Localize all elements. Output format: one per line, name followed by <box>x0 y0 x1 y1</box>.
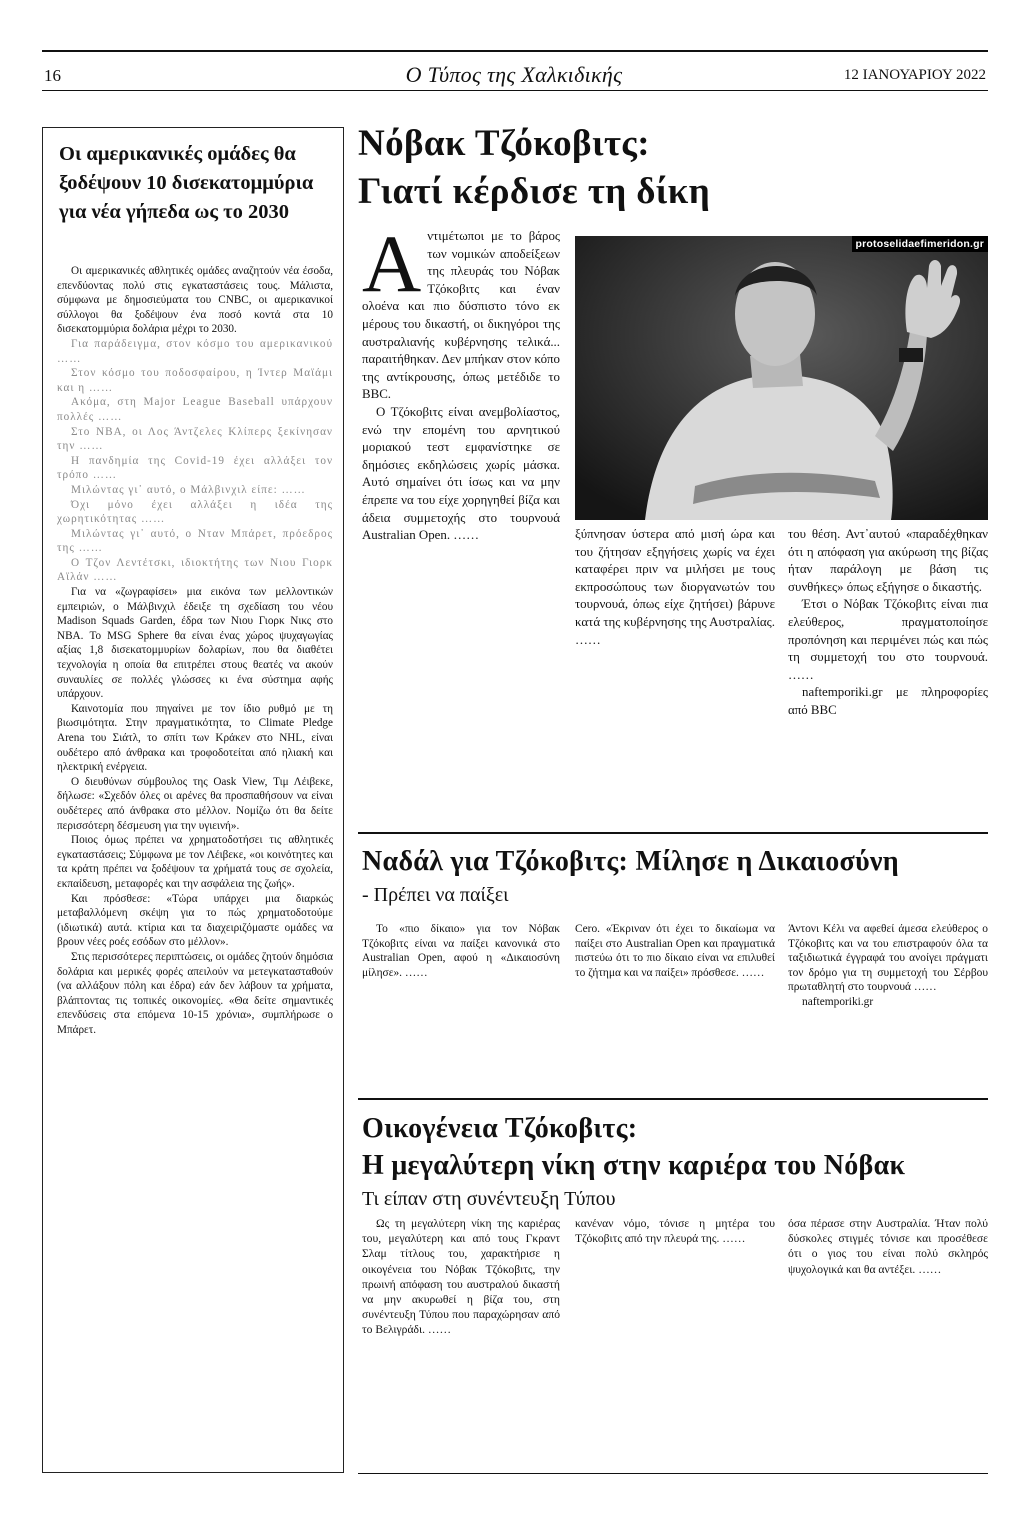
sidebar-paragraph: Η πανδημία της Covid-19 έχει αλλάξει τον τρόπο …… <box>57 454 333 482</box>
sidebar-paragraph: Για να «ζωγραφίσει» μια εικόνα των μελλοντικών εμπειριών, ο Μάλβινχιλ έδειξε τη σχεδίαση του νέου Madison Squads Garden, έδρα των Νιου Γιορκ Νικς στο NBA. Το MSG Sphere θα είναι ένας χώρος ψυχαγωγίας αξίας 1,8 δισεκατομμυρίων δολαρίων, που θα διαθέτει τεχνολογία η οποία θα επιτρέπει στους θεατές να ακούν συναυλίες σε πολλές γλώσσες κι ένα σύστημα αφής υπάρχουν. <box>57 586 333 701</box>
article2-paragraph: Cero. «Έκριναν ότι έχει το δικαίωμα να παίξει στο Australian Open και πραγματικά πιστεύω ότι το πιο δίκαιο είναι να επιλυθεί το ζήτημα και να παίξει» πρόσθεσε. …… <box>575 923 775 979</box>
article3-paragraph: όσα πέρασε στην Αυστραλία. Ήταν πολύ δύσκολες στιγμές τόνισε και προσέθεσε ότι ο γιος του είναι πολύ σκληρός ψυχολογικά και θα αντέξει. …… <box>788 1217 988 1276</box>
article2-col3 <box>788 922 988 1010</box>
article3-subhead: Τι είπαν στη συνέντευξη Τύπου <box>362 1188 616 1210</box>
article-divider <box>358 1098 988 1100</box>
sidebar-paragraph: Όχι μόνο έχει αλλάξει η ιδέα της χωρητικότητας …… <box>57 498 333 526</box>
article2-headline: Ναδάλ για Τζόκοβιτς: Μίλησε η Δικαιοσύνη <box>362 846 899 877</box>
issue-date: 12 ΙΑΝΟΥΑΡΙΟΥ 2022 <box>843 67 986 83</box>
article2-col1 <box>362 922 560 980</box>
article-divider <box>358 832 988 834</box>
article1-paragraph: Έτσι ο Νόβακ Τζόκοβιτς είναι πια ελεύθερος, πραγματοποίησε προπόνηση και περιμένει πώς και πώς τη συμμετοχή του στο τουρνουά. …… <box>788 597 988 682</box>
sidebar-paragraph: Στον κόσμο του ποδοσφαίρου, η Ίντερ Μαϊάμι και η …… <box>57 367 333 394</box>
sidebar-paragraph: Ποιος όμως πρέπει να χρηματοδοτήσει τις αθλητικές εγκαταστάσεις; Σύμφωνα με τον Λέιβεκε, «οι κοινότητες και τα κράτη πρέπει να ξοδέψουν τα χρήματά τους σε σχολεία, εκπαίδευση, μεταφορές και την ασφάλεια της ζωής». <box>57 834 333 890</box>
sidebar-paragraph: Ακόμα, στη Major League Baseball υπάρχουν πολλές …… <box>57 396 333 423</box>
article1-paragraph: ξύπνησαν ύστερα από μισή ώρα και του ζήτησαν εξηγήσεις χωρίς να έχει καταφέρει πριν να μιλήσει με τους εκπροσώπους των διοργανωτών του τουρνουά, όπως είχε ζητήσει) βάρυνε κατά της κυβέρνησης της Αυστραλίας. …… <box>575 527 775 647</box>
sidebar-paragraph: Καινοτομία που πηγαίνει με τον ίδιο ρυθμό με τη βιωσιμότητα. Στην πραγματικότητα, το Climate Pledge Arena του Σιάτλ, το σπίτι των Κράκεν στο NHL, είναι ουδέτερο από άνθρακα και τροφοδοτείται από ηλιακή και ηλεκτρική ενέργεια. <box>57 702 333 774</box>
article3-col1 <box>362 1216 560 1338</box>
footer-rule <box>358 1473 988 1474</box>
article3-paragraph: κανέναν νόμο, τόνισε η μητέρα του Τζόκοβιτς από την πλευρά της. …… <box>575 1217 775 1246</box>
article2-credit: naftemporiki.gr <box>802 995 874 1008</box>
sidebar-paragraph: Για παράδειγμα, στον κόσμο του αμερικανικού …… <box>57 337 333 365</box>
article2-col2 <box>575 922 775 980</box>
sidebar-headline: Οι αμερικανικές ομάδες θα ξοδέψουν 10 δισεκατομμύρια για νέα γήπεδα ως το 2030 <box>59 143 314 223</box>
sidebar-paragraph: Στο NBA, οι Λος Άντζελες Κλίπερς ξεκίνησαν την …… <box>57 425 333 453</box>
header-top-rule <box>42 50 988 52</box>
sidebar-paragraph: Στις περισσότερες περιπτώσεις, οι ομάδες ζητούν δημόσια δολάρια και μερικές φορές απειλούν να μετεγκατασταθούν (να αλλάξουν πόλη και έδρα) εάν δεν λάβουν τα χρήματα, βλάπτοντας τις τοπικές οικονομίες. «Θα δείτε σημαντικές επενδύσεις στα επόμενα 10-15 χρόνια», συμπλήρωσε ο Μπάρετ. <box>57 950 333 1036</box>
article1-lead <box>362 218 560 404</box>
article3-headline-line1: Οικογένεια Τζόκοβιτς: <box>362 1113 638 1144</box>
article3-headline <box>362 1110 905 1184</box>
photo-watermark: protoselidaefimeridon.gr <box>852 236 988 252</box>
article1-headline-line1: Νόβακ Τζόκοβιτς: <box>358 123 651 164</box>
article3-col2 <box>575 1216 775 1246</box>
sidebar-paragraph: Και πρόσθεσε: «Τώρα υπάρχει μια διαρκώς μεταβαλλόμενη σκέψη για το πώς χρηματοδοτούμε (ιδιωτικά) αυτά. κτίρια και τα διαχειριζόμαστε ομάδες να βρουν νέες ροές εσόδων στο μέλλον». <box>57 892 333 949</box>
article2-subhead: - Πρέπει να παίξει <box>362 884 509 906</box>
article1-lead-text: ντιμέτωποι με το βάρος των νομικών αποδείξεων της πλευράς του Νόβακ Τζόκοβιτς και έναν ολοένα και πιο δύσπιστο τόνο εκ μέρους του δικαστή, οι δικηγόροι της αυστραλιανής κυβέρνησης τελικά... παραιτήθηκαν. Δεν μπήκαν στον κόπο της αντίκρουσης, όπως μετέδιδε το BBC. <box>362 229 560 402</box>
article3-paragraph: Ως τη μεγαλύτερη νίκη της καριέρας του, μεγαλύτερη και από τους Γκραντ Σλαμ τίτλους του, χαρακτήρισε η οικογένεια του Νόβακ Τζόκοβιτς, την πρωινή απόφαση του αυστραλού δικαστή να μην ακυρωθεί η βίζα του, στη συνέντευξη Τύπου που παραχώρησαν από το Βελιγράδι. …… <box>362 1217 560 1337</box>
sidebar-paragraph: Ο διευθύνων σύμβουλος της Oask View, Τιμ Λέιβεκε, δήλωσε: «Σχεδόν όλες οι αρένες θα προσπαθήσουν να είναι ουδέτερες από άνθρακα στο μέλλον. Νομίζω ότι θα δείτε περισσότερη δέσμευση για την υγιεινή». <box>57 775 333 832</box>
sidebar-body <box>57 264 333 1037</box>
article1-headline <box>358 120 710 216</box>
page-number: 16 <box>44 66 61 85</box>
article1-col1 <box>362 218 560 545</box>
article3-headline-line2: Η μεγαλύτερη νίκη στην καριέρα του Νόβακ <box>362 1150 906 1181</box>
article1-paragraph: Ο Τζόκοβιτς είναι ανεμβολίαστος, ενώ την επομένη του αρνητικού μοριακού τεστ εμφανίστηκε σε δημόσιες εκδηλώσεις χωρίς μάσκα. Αυτό σημαίνει ότι ίσως και να μην έπρεπε να του είχε χορηγηθεί βίζα και άδεια συμμετοχής στο τουρνουά Australian Open. …… <box>362 404 560 543</box>
article1-col3 <box>788 526 988 720</box>
sidebar-box <box>42 127 344 1473</box>
article1-credit: naftemporiki.gr με πληροφορίες από BBC <box>788 685 988 717</box>
player-photo-icon <box>575 236 988 520</box>
header-bottom-rule <box>42 90 988 91</box>
sidebar-paragraph: Οι αμερικανικές αθλητικές ομάδες αναζητούν νέα έσοδα, επενδύοντας πολύ στις εγκαταστάσεις τους. Μάλιστα, σύμφωνα με δημοσιεύματα του CNBC, οι αμερικανικοί σύλλογοι θα ξοδέψουν ένα ποσό κοντά στα 10 δισεκατομμύρια δολάρια μέχρι το 2030. <box>57 265 333 336</box>
dropcap: Α <box>362 218 422 309</box>
article1-paragraph: του θέση. Αντ᾽αυτού «παραδέχθηκαν ότι η απόφαση για ακύρωση της βίζας ήταν παράλογη με βάση τις συνθήκες» όπως εξήγησε ο δικαστής. <box>788 527 988 594</box>
article2-paragraph: Άντονι Κέλι να αφεθεί άμεσα ελεύθερος ο Τζόκοβιτς και να του επιστραφούν όλα τα ταξιδιωτικά έγγραφά του ανοίγει πράγματι τον δρόμο για τη συμμετοχή του Σέρβου πρωταθλητή στο τουρνουά …… <box>788 923 988 994</box>
sidebar-paragraph: Ο Τζον Λεντέτσκι, ιδιοκτήτης των Νιου Γιορκ Αϊλάν …… <box>57 556 333 584</box>
sidebar-paragraph: Μιλώντας γι᾽ αυτό, ο Μάλβινχιλ είπε: …… <box>71 483 306 496</box>
article1-headline-line2: Γιατί κέρδισε τη δίκη <box>358 171 711 212</box>
article1-photo <box>575 236 988 520</box>
sidebar-paragraph: Μιλώντας γι᾽ αυτό, ο Νταν Μπάρετ, πρόεδρος της …… <box>57 527 333 555</box>
article1-col2 <box>575 526 775 649</box>
article3-col3 <box>788 1216 988 1277</box>
article2-paragraph: Το «πιο δίκαιο» για τον Νόβακ Τζόκοβιτς είναι να παίξει κανονικά στο Australian Open, αφού η «Δικαιοσύνη μίλησε». …… <box>362 923 560 979</box>
masthead: Ο Τύπος της Χαλκιδικής <box>405 62 623 87</box>
